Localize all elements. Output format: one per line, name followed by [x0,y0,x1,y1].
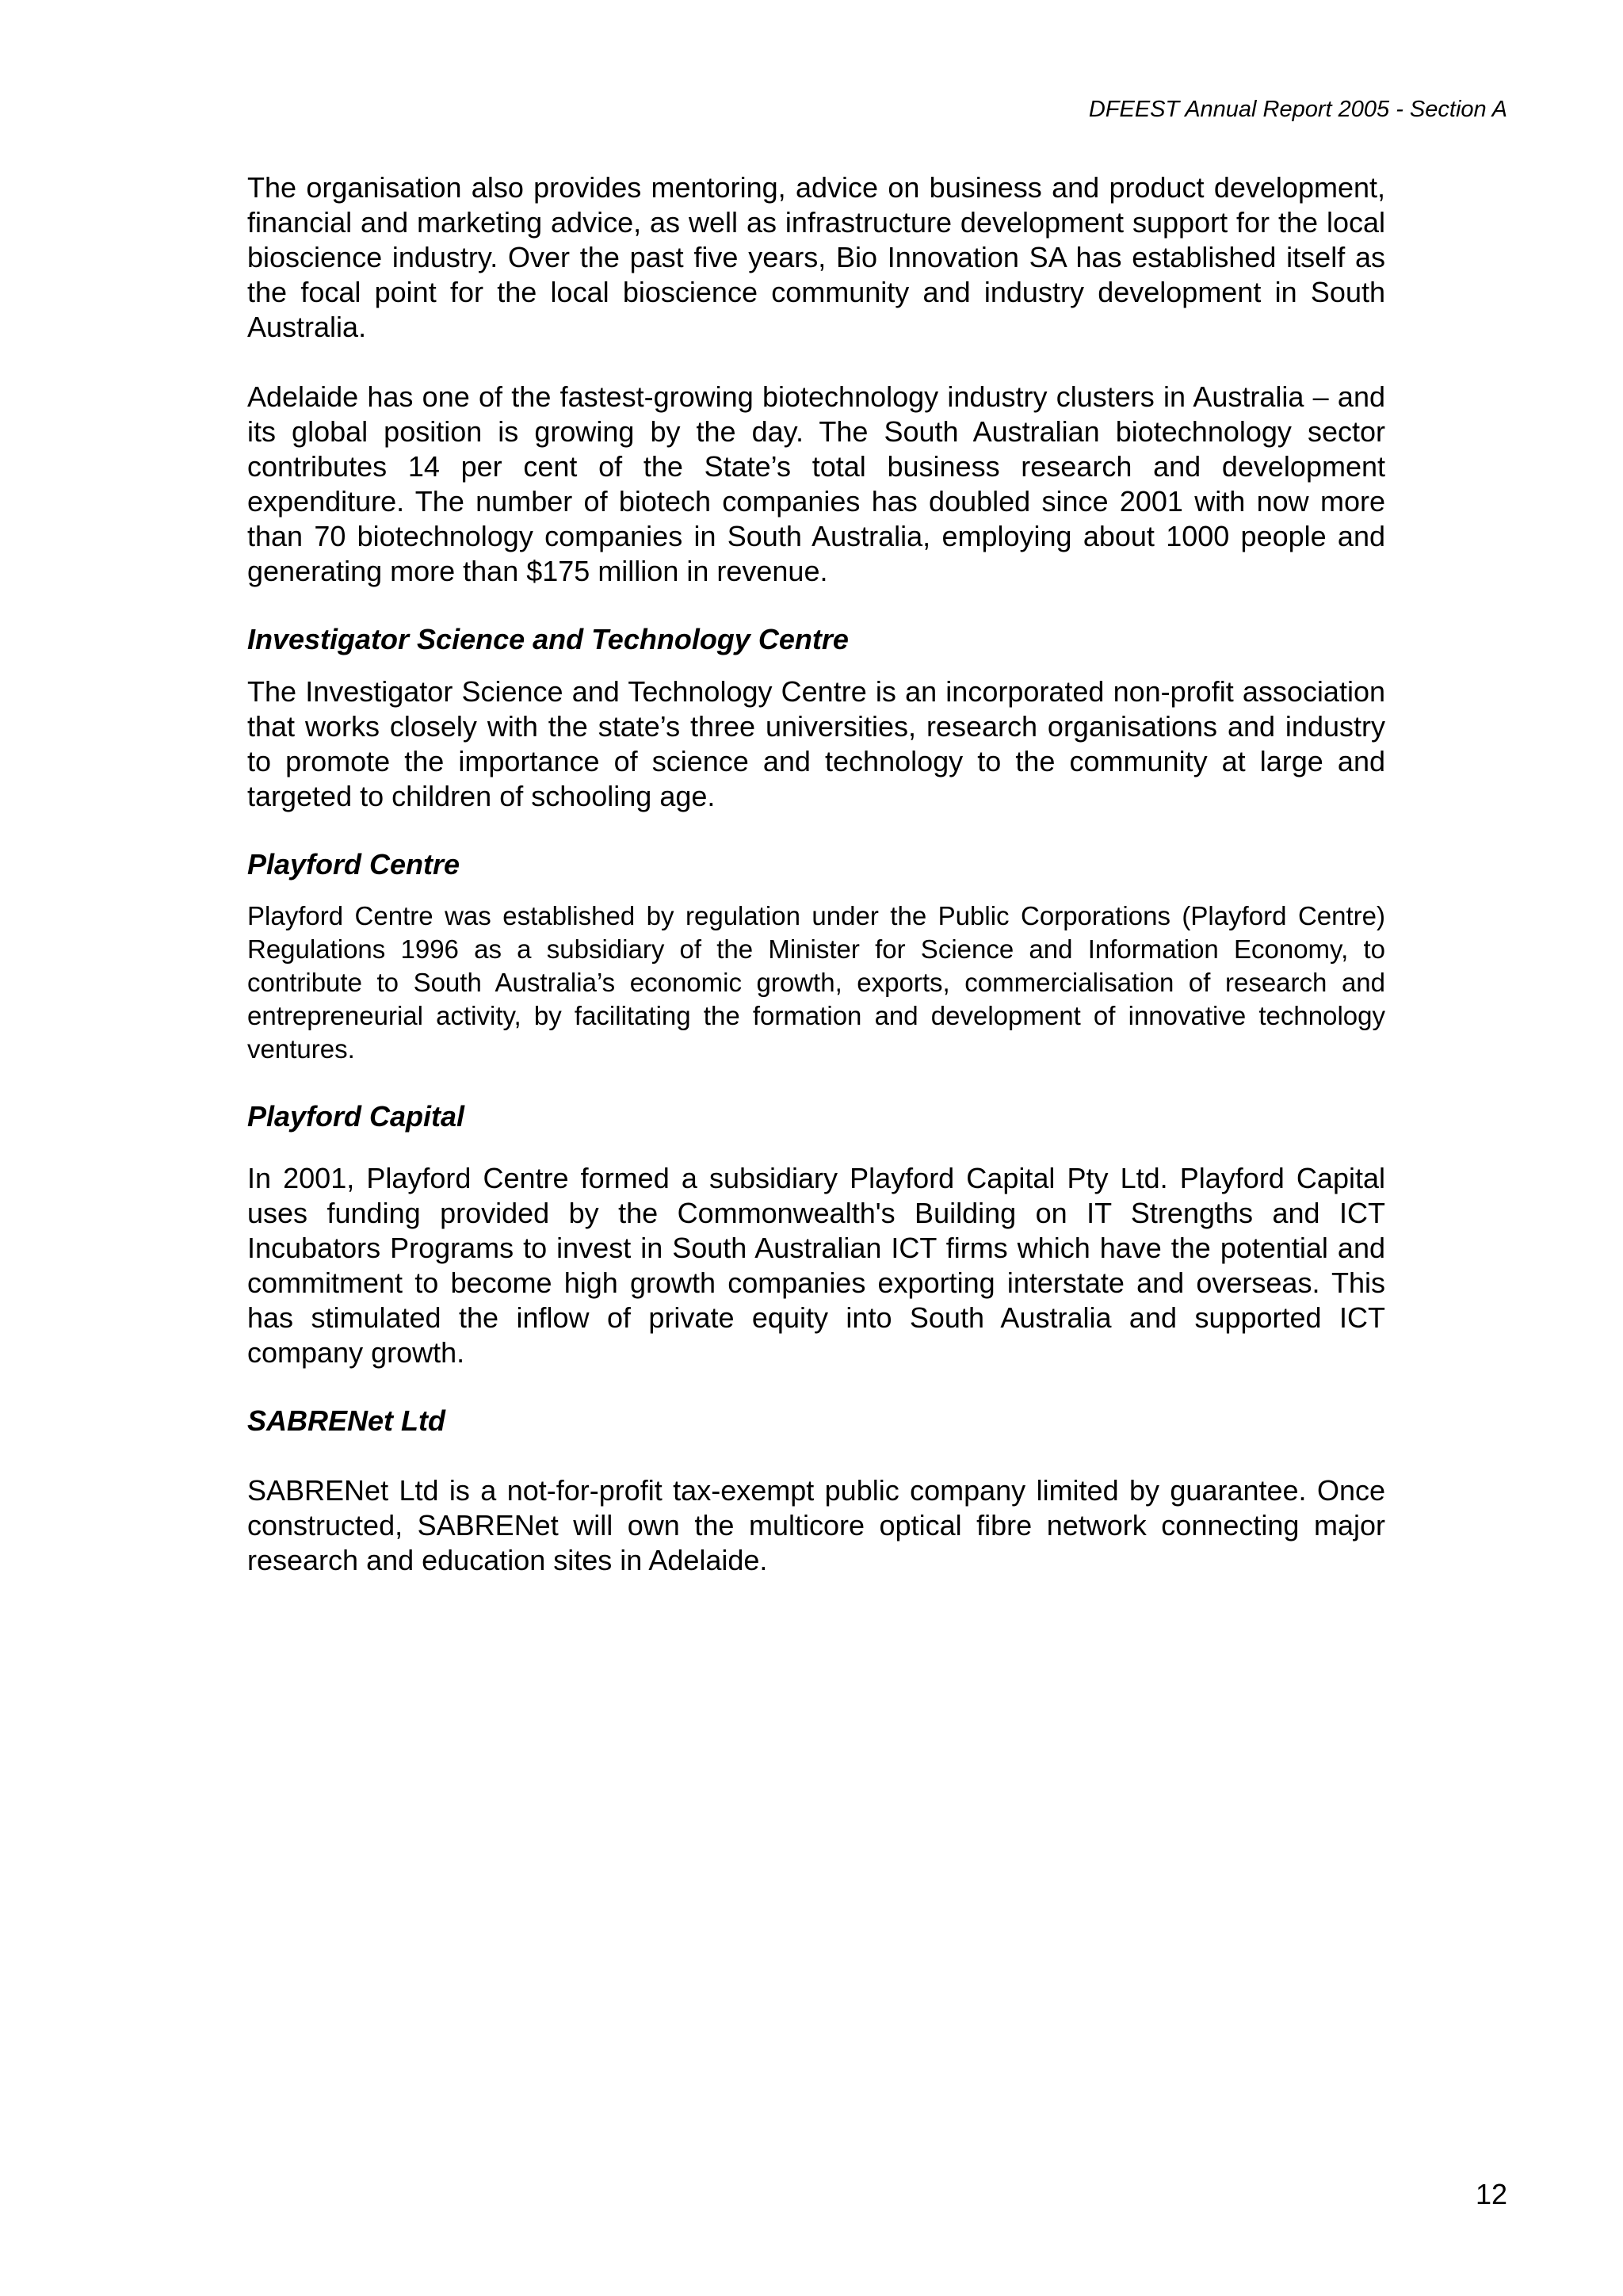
section-text-playford-centre: Playford Centre was established by regulation under the Public Corporations (Playford Centre) Regulations 1996 as a subsidiary of the Minister for Science and Information Economy, to contribute to South Australia’s economic growth, exports, commercialisation of research and entrepreneurial activity, by facilitating the formation and development of innovative technology ventures. [247,901,1385,1064]
running-header: DFEEST Annual Report 2005 - Section A [1088,97,1507,122]
page-number: 12 [1475,2178,1507,2210]
section-text-investigator: The Investigator Science and Technology Centre is an incorporated non-profit association that works closely with the state’s three universities, research organisations and industry to promote the importance of science and technology to the community at large and targeted to children of schooling age. [247,675,1385,812]
section-heading-playford-capital: Playford Capital [247,1100,465,1133]
document-body [247,170,1385,1578]
section-text-sabrenet: SABRENet Ltd is a not-for-profit tax-exempt public company limited by guarantee. Once constructed, SABRENet will own the multicore optical fibre network connecting major research and education sites in Adelaide. [247,1474,1385,1576]
paragraph-adelaide-biotech: Adelaide has one of the fastest-growing biotechnology industry clusters in Australia – and its global position is growing by the day. The South Australian biotechnology sector contributes 14 per cent of the State’s total business research and development expenditure. The number of biotech companies has doubled since 2001 with now more than 70 biotechnology companies in South Australia, employing about 1000 people and generating more than $175 million in revenue. [247,380,1385,587]
section-heading-playford-centre: Playford Centre [247,848,460,881]
section-heading-sabrenet: SABRENet Ltd [247,1404,445,1437]
paragraph-bio-innovation: The organisation also provides mentoring, advice on business and product development, financial and marketing advice, as well as infrastructure development support for the local bioscience industry. Over the past five years, Bio Innovation SA has established itself as the focal point for the local bioscience community and industry development in South Australia. [247,171,1385,343]
section-text-playford-capital: In 2001, Playford Centre formed a subsidiary Playford Capital Pty Ltd. Playford Capital uses funding provided by the Commonwealth's Building on IT Strengths and ICT Incubators Programs to invest in South Australian ICT firms which have the potential and commitment to become high growth companies exporting interstate and overseas. This has stimulated the inflow of private equity into South Australia and supported ICT company growth. [247,1162,1385,1369]
section-heading-investigator: Investigator Science and Technology Centre [247,623,849,655]
